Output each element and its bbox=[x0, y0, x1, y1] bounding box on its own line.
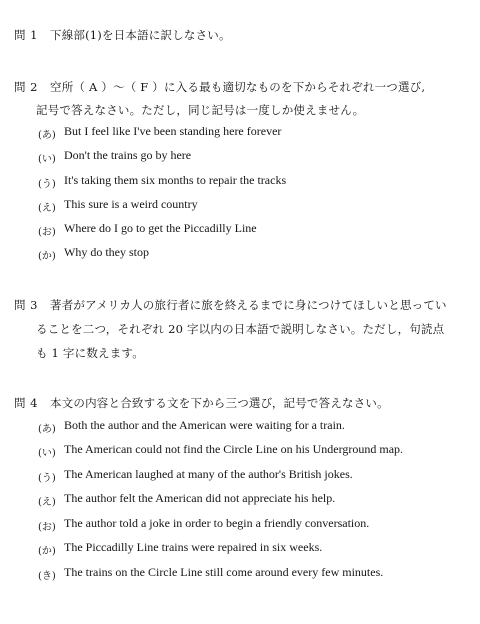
option-mark: (う) bbox=[38, 473, 56, 484]
option-mark: (い) bbox=[38, 154, 56, 165]
question-4-label: 問 4 bbox=[14, 396, 38, 410]
option-mark: (き) bbox=[38, 571, 56, 582]
option-text: Both the author and the American were waiting for a train. bbox=[64, 418, 345, 432]
option-text: The American could not find the Circle Line on his Underground map. bbox=[64, 442, 404, 456]
option-text: It's taking them six months to repair the tracks bbox=[64, 173, 287, 187]
option-text: Where do I go to get the Piccadilly Line bbox=[64, 221, 257, 235]
question-3-text-line-3: も 1 字に数えます。 bbox=[36, 346, 144, 360]
option-text: The American laughed at many of the author's British jokes. bbox=[64, 467, 353, 481]
option-text: The author told a joke in order to begin a friendly conversation. bbox=[64, 516, 370, 530]
question-3-text-line-1: 著者がアメリカ人の旅行者に旅を終えるまでに身につけてほしいと思ってい bbox=[50, 298, 447, 312]
option-mark: (お) bbox=[38, 227, 56, 238]
question-1-text: 下線部(1)を日本語に訳しなさい。 bbox=[50, 28, 231, 42]
question-3-label: 問 3 bbox=[14, 298, 38, 312]
option-text: The author felt the American did not appreciate his help. bbox=[64, 491, 336, 505]
option-mark: (お) bbox=[38, 522, 56, 533]
question-2-text-line-1: 空所（ A ）～（ F ）に入る最も適切なものを下からそれぞれ一つ選び, bbox=[50, 80, 426, 94]
option-mark: (あ) bbox=[38, 424, 56, 435]
question-2-label: 問 2 bbox=[14, 80, 38, 94]
option-mark: (か) bbox=[38, 546, 56, 557]
option-text: The Piccadilly Line trains were repaired in six weeks. bbox=[64, 540, 323, 554]
option-text: This sure is a weird country bbox=[64, 197, 198, 211]
option-mark: (え) bbox=[38, 497, 56, 508]
question-4-text: 本文の内容と合致する文を下から三つ選び，記号で答えなさい。 bbox=[50, 396, 389, 410]
option-mark: (え) bbox=[38, 203, 56, 214]
option-mark: (あ) bbox=[38, 130, 56, 141]
question-1-label: 問 1 bbox=[14, 28, 38, 42]
option-text: Don't the trains go by here bbox=[64, 148, 192, 162]
option-mark: (う) bbox=[38, 179, 56, 190]
option-text: Why do they stop bbox=[64, 245, 149, 259]
question-2-text-line-2: 記号で答えなさい。ただし，同じ記号は一度しか使えません。 bbox=[36, 103, 365, 117]
option-mark: (か) bbox=[38, 251, 56, 262]
option-text: But I feel like I've been standing here forever bbox=[64, 124, 282, 138]
option-text: The trains on the Circle Line still come around every few minutes. bbox=[64, 565, 384, 579]
option-mark: (い) bbox=[38, 448, 56, 459]
question-3-text-line-2: ることを二つ，それぞれ 20 字以内の日本語で説明しなさい。ただし，句読点 bbox=[36, 322, 445, 336]
